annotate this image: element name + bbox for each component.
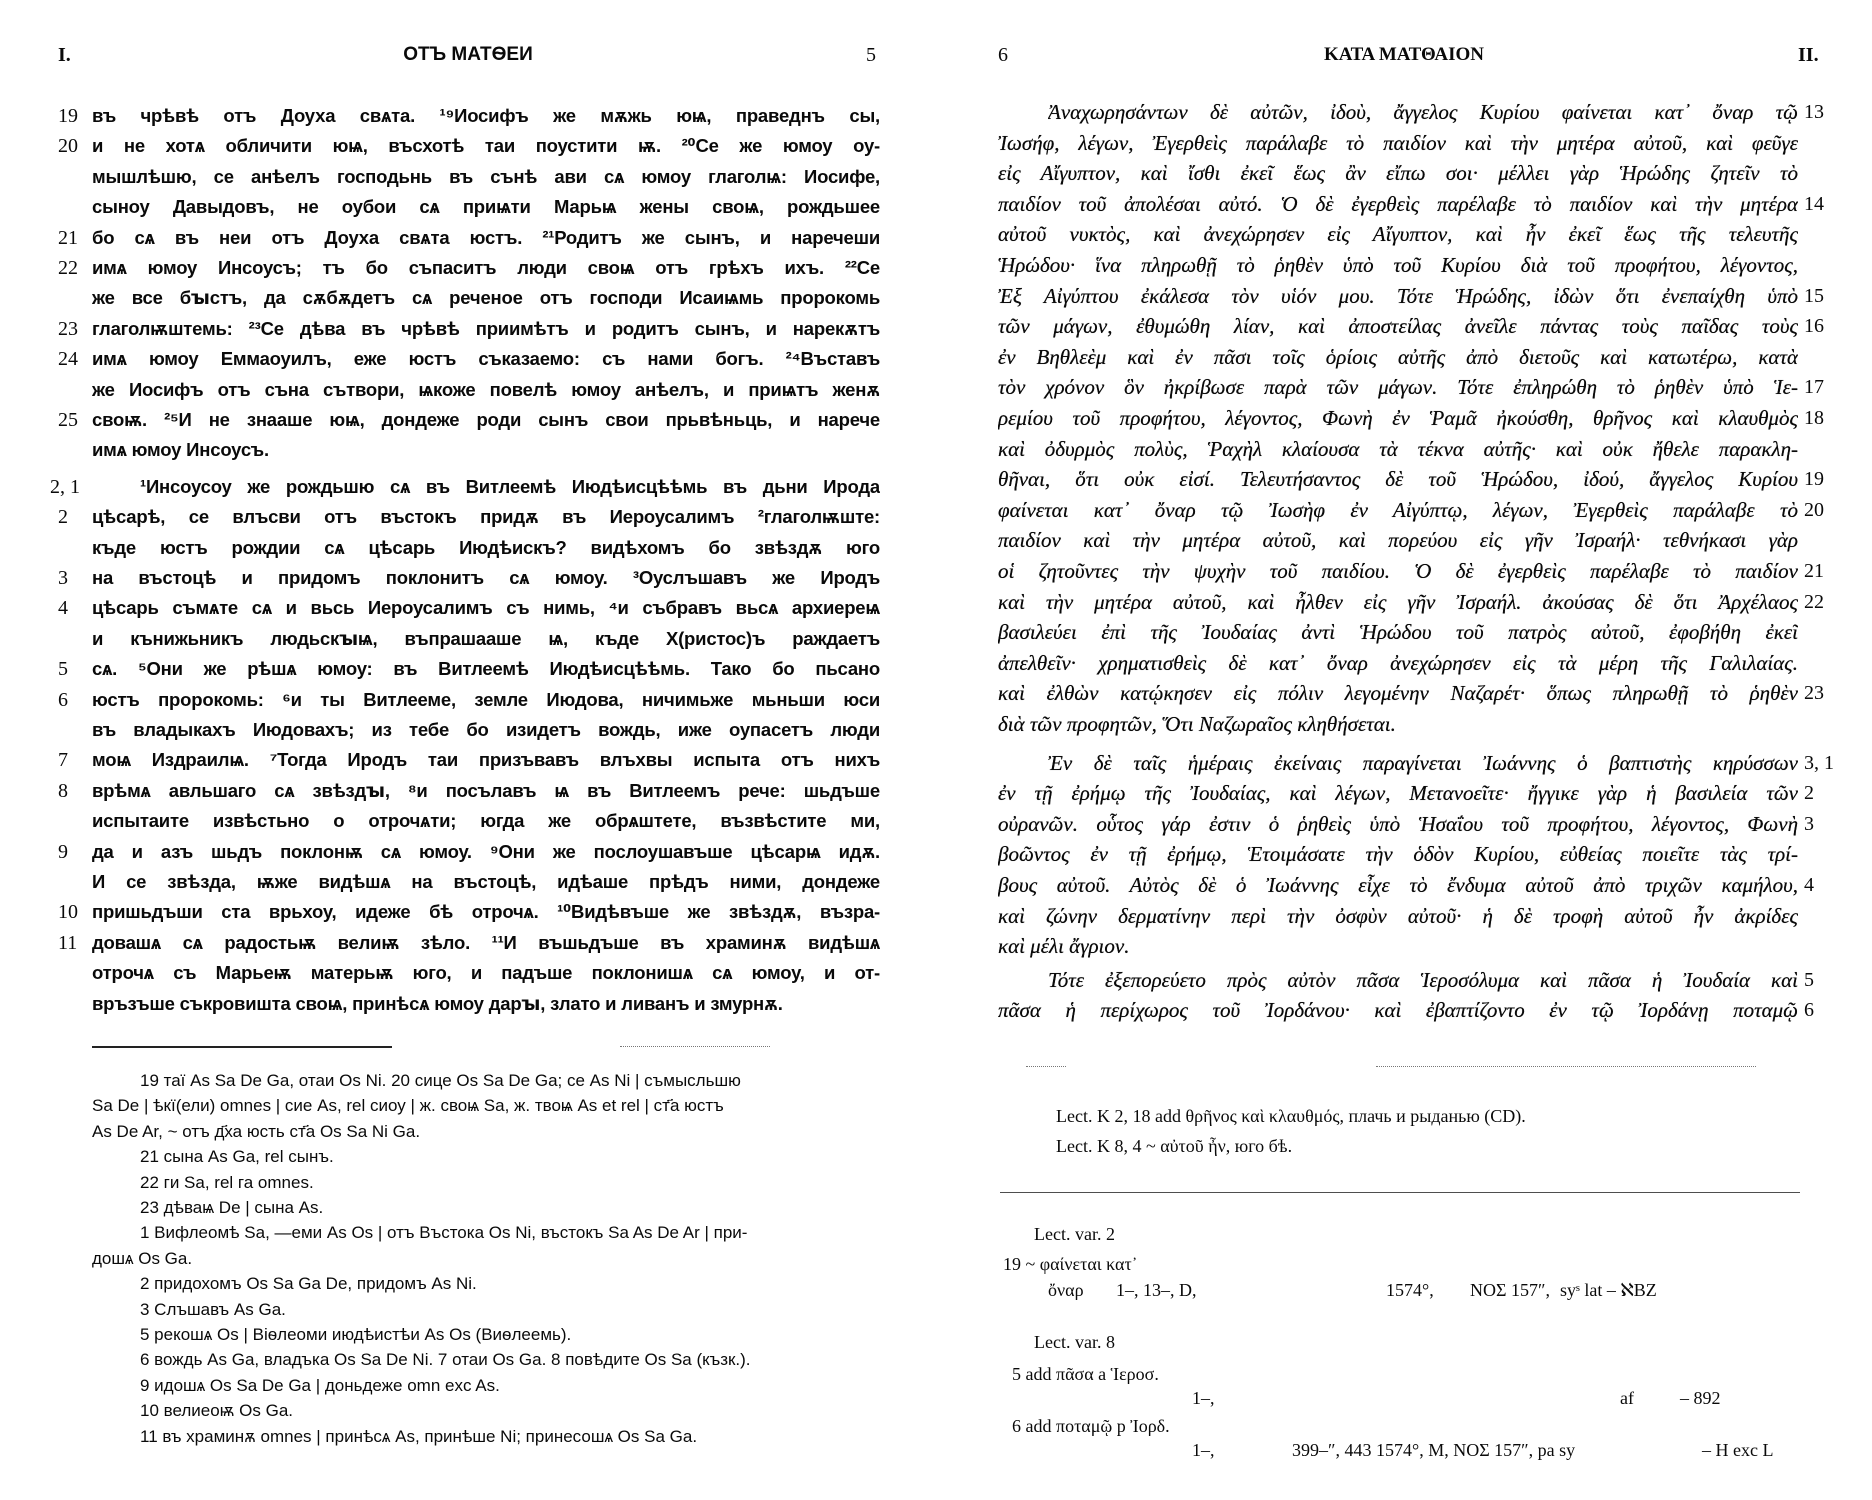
variant-witnesses: 1574°,: [1386, 1280, 1434, 1300]
footnote-line: 11 въ храминѫ omnes | принѣсѧ As, принѣше Ni; принесошѧ Os Sa Ga.: [140, 1426, 698, 1446]
apparatus-rule: [1000, 1192, 1800, 1193]
variant-witnesses: – 892: [1680, 1388, 1721, 1408]
variant-witnesses: af: [1620, 1388, 1634, 1408]
text-line: къде юстъ рождии сѧ цѣсарь Июдѣискъ? видѣхомъ бо звѣздѫ юго: [92, 536, 880, 558]
text-line: цѣсарь съмѧте сѧ и вьсь Иероусалимъ съ нимь, ⁴и събравъ вьсѧ архиереѩ: [92, 597, 880, 619]
variant-witnesses: 399–″, 443 1574°, M, ΝΟΣ 157″, pa sy: [1292, 1440, 1576, 1460]
variant-witnesses: 1–, 13–, D,: [1116, 1280, 1197, 1300]
text-line: връзъше съкровишта своѩ, принѣсѧ юмоу дарꙑ, злато и ливанъ и змурнѫ.: [92, 992, 783, 1014]
text-line: Τότε ἐξεπορεύετο πρὸς αὐτὸν πᾶσα Ἱεροσόλυμα καὶ πᾶσα ἡ Ἰουδαία καὶ: [1048, 967, 1798, 992]
text-line: да и азъ шьдъ поклонѭ сѧ юмоу. ⁹Они же послоушавъше цѣсарѩ идѫ.: [92, 840, 880, 862]
text-line: бо сѧ въ неи отъ Доуха свѧта юстъ. ²¹Родитъ же сынъ, и наречеши: [92, 226, 880, 248]
verse-number: 18: [1804, 407, 1824, 429]
verse-number: 20: [1804, 498, 1824, 521]
text-line: и не хотѧ обличити юѩ, въсхотѣ таи поустити ѭ. ²⁰Се же юмоу оу-: [92, 135, 880, 157]
rule-dots: [1026, 1066, 1066, 1068]
text-line: глаголѭштемь: ²³Се дѣва въ чрѣвѣ приимѣтъ и родитъ сынъ, и нарекѫтъ: [92, 317, 880, 339]
text-line: отрочѧ съ Марьеѭ матерьѭ юго, и падъше поклонишѧ сѧ юмоу, и от-: [92, 962, 880, 984]
footnote-rule: [92, 1046, 392, 1048]
verse-number: 23: [1804, 682, 1824, 705]
text-line: Ἐν δὲ ταῖς ἡμέραις ἐκείναις παραγίνεται Ἰωάννης ὁ βαπτιστὴς κηρύσσων: [1048, 750, 1798, 775]
page-number: 5: [866, 44, 876, 66]
variant-lemma: ὄναρ: [1048, 1280, 1084, 1300]
text-line: παιδίον καὶ τὴν μητέρα αὐτοῦ, καὶ πορεύου εἰς γῆν Ἰσραήλ· τεθνήκασι γὰρ: [998, 528, 1798, 553]
footnote-rule-dots: [620, 1046, 770, 1048]
variant-lemma: 6 add ποταμῷ p Ἰορδ.: [1012, 1416, 1170, 1436]
text-line: имѧ юмоу Инсоусъ; тъ бо съпаситъ люди своѩ отъ грѣхъ ихъ. ²²Се: [92, 257, 880, 278]
text-line: И се звѣзда, ѭже видѣшѧ на въстоцѣ, идѣаше прѣдъ ними, дондеже: [92, 871, 880, 892]
text-line: θῆναι, ὅτι οὐκ εἰσί. Τελευτήσαντος δὲ τοῦ Ἡρώδου, ἰδού, ἄγγελος Κυρίου: [998, 467, 1798, 492]
chapter-number: II.: [1798, 44, 1819, 66]
variant-lemma: 5 add πᾶσα a Ἱεροσ.: [1012, 1364, 1159, 1384]
page-number: 6: [998, 44, 1008, 66]
text-line: καὶ ζώνην δερματίνην περὶ τὴν ὀσφὺν αὐτοῦ· ἡ δὲ τροφὴ αὐτοῦ ἦν ἀκρίδες: [998, 903, 1798, 928]
text-line: юстъ пророкомь: ⁶и ты Витлееме, земле Июдова, ничимьже мьньши юси: [92, 688, 880, 710]
footnote-line: 19 таї As Sa De Ga, отаи Os Ni. 20 сице Os Sa De Ga; се As Ni | съмысльшю: [140, 1071, 741, 1090]
variant-heading: Lect. var. 2: [1034, 1224, 1115, 1244]
verse-number: 3: [1804, 812, 1814, 835]
verse-number: 5: [1804, 968, 1814, 991]
verse-number: 6: [58, 688, 68, 711]
text-line: и кънижьникъ людьскꙑѩ, въпрашааше ѩ, къде Х(ристос)ъ раждаетъ: [92, 627, 880, 649]
text-line: βοῶντος ἐν τῇ ἐρήμῳ, Ἑτοιμάσατε τὴν ὁδὸν Κυρίου, εὐθείας ποιεῖτε τὰς τρί-: [998, 842, 1798, 867]
text-line: мышлѣшю, се анѣелъ господьнь въ сънѣ ави сѧ юмоу глаголѩ: Иосифе,: [92, 165, 880, 187]
text-line: же все бꙑстъ, да сѫбѫдетъ сѧ реченое отъ господи Исаиѩмь пророкомь: [92, 287, 880, 309]
text-line: βασιλεύει ἐπὶ τῆς Ἰουδαίας ἀντὶ Ἡρώδου τοῦ πατρὸς αὐτοῦ, ἐφοβήθη ἐκεῖ: [998, 620, 1798, 645]
text-line: ἀπελθεῖν· χρηματισθεὶς δὲ κατ᾽ ὄναρ ἀνεχώρησεν εἰς τὰ μέρη τῆς Γαλιλαίας.: [998, 650, 1798, 675]
text-line: моѩ Издраилѩ. ⁷Тогда Иродъ таи призъвавъ влъхвы испыта отъ нихъ: [92, 749, 880, 771]
text-line: Ἀναχωρησάντων δὲ αὐτῶν, ἰδοὺ, ἄγγελος Κυρίου φαίνεται κατ᾽ ὄναρ τῷ: [1048, 100, 1798, 124]
footnote-line: 1 Вифлеомѣ Sa, —еми As Os | отъ Въстока Os Ni, въстокъ Sa As De Ar | при-: [140, 1223, 748, 1243]
footnote-line: 6 вождь As Ga, владъка Os Sa De Ni. 7 отаи Os Ga. 8 повѣдите Os Sa (къзк.).: [140, 1350, 751, 1370]
text-line: πᾶσα ἡ περίχωρος τοῦ Ἰορδάνου· καὶ ἐβαπτίζοντο ἐν τῷ Ἰορδάνῃ ποταμῷ: [998, 998, 1798, 1023]
verse-number: 19: [58, 105, 78, 127]
text-line: εἰς Αἴγυπτον, καὶ ἴσθι ἐκεῖ ἕως ἂν εἴπω σοι· μέλλει γὰρ Ἡρώδης ζητεῖν τὸ: [998, 161, 1798, 186]
text-line: τὸν χρόνον ὃν ἠκρίβωσε παρὰ τῶν μάγων. Τότε ἐπληρώθη τὸ ῥηθὲν ὑπὸ Ἱε-: [998, 375, 1798, 400]
text-line: Ἡρώδου· ἵνα πληρωθῇ τὸ ῥηθὲν ὑπὸ τοῦ Κυρίου διὰ τοῦ προφήτου, λέγοντος,: [998, 253, 1798, 277]
text-line: τῶν μάγων, ἐθυμώθη λίαν, καὶ ἀποστείλας ἀνεῖλε πάντας τοὺς παῖδας τοὺς: [998, 314, 1798, 339]
text-line: въ владыкахъ Июдовахъ; из тебе бо изидетъ вождь, иже оупасетъ люди: [92, 719, 880, 740]
text-line: οἱ ζητοῦντες τὴν ψυχὴν τοῦ παιδίου. Ὁ δὲ ἐγερθεὶς παρέλαβε τὸ παιδίον: [998, 559, 1798, 583]
text-line: φαίνεται κατ᾽ ὄναρ τῷ Ἰωσὴφ ἐν Αἰγύπτῳ, λέγων, Ἐγερθεὶς παράλαβε τὸ: [998, 497, 1798, 522]
running-title: ΚΑΤΑ ΜΑΤΘΑΙΟΝ: [1323, 44, 1485, 65]
verse-number: 23: [58, 317, 78, 340]
verse-number: 21: [1804, 560, 1824, 582]
text-line: οὐρανῶν. οὗτος γάρ ἐστιν ὁ ῥηθεὶς ὑπὸ Ἡσαΐου τοῦ προφήτου, λέγοντος, Φωνὴ: [998, 811, 1798, 836]
text-line: цѣсарѣ, се влъсви отъ въстокъ придѫ въ Иероусалимъ ²глаголѭште:: [92, 506, 880, 528]
verse-number: 25: [58, 409, 78, 431]
text-line: испытаите извѣстьно о отрочѧти; югда же обрѧштете, възвѣстите ми,: [92, 810, 880, 832]
text-line: παιδίον τοῦ ἀπολέσαι αὐτό. Ὁ δὲ ἐγερθεὶς παρέλαβε τὸ παιδίον καὶ τὴν μητέρα: [998, 191, 1798, 216]
verse-number: 10: [58, 901, 78, 924]
verse-number: 9: [58, 840, 68, 863]
footnote-line: дошѧ Os Ga.: [92, 1248, 193, 1268]
verse-number: 3, 1: [1804, 751, 1834, 774]
variant-witnesses: ΝΟΣ 157″,: [1470, 1280, 1550, 1300]
footnote-line: 10 велиеоѭ Os Ga.: [140, 1401, 293, 1421]
footnote-line: 2 придохомъ Os Sa Ga De, придомъ As Ni.: [140, 1274, 477, 1294]
footnote-line: 23 дѣваѩ De | сына As.: [140, 1198, 324, 1217]
verse-number: 2: [58, 506, 68, 529]
text-line: имѧ юмоу Инсоусъ.: [92, 439, 269, 461]
text-line: καὶ τὴν μητέρα αὐτοῦ, καὶ ἦλθεν εἰς γῆν Ἰσραήλ. ἀκούσας δὲ ὅτι Ἀρχέλαος: [998, 589, 1798, 614]
variant-witnesses: 1–,: [1192, 1388, 1215, 1408]
text-line: αὐτοῦ νυκτὸς, καὶ ἀνεχώρησεν εἰς Αἴγυπτον, καὶ ἦν ἐκεῖ ἕως τῆς τελευτῆς: [998, 222, 1798, 247]
text-line: ¹Инсоусоу же рождьшю сѧ въ Витлеемѣ Июдѣисцѣѣмь въ дьни Ирода: [140, 475, 880, 497]
verse-number: 19: [1804, 468, 1824, 491]
text-line: Ἰωσήφ, λέγων, Ἐγερθεὶς παράλαβε τὸ παιδίον καὶ τὴν μητέρα αὐτοῦ, καὶ φεῦγε: [998, 130, 1798, 155]
verse-number: 15: [1804, 284, 1824, 307]
text-line: довашѧ сѧ радостьѭ велиѭ зѣло. ¹¹И въшьдъше въ храминѫ видѣшѧ: [92, 931, 880, 953]
variant-witnesses: syˢ lat – ℵBZ: [1560, 1280, 1657, 1300]
text-line: διὰ τῶν προφητῶν, Ὅτι Ναζωραῖος κληθήσεται.: [998, 712, 1396, 736]
text-line: на въстоцѣ и придомъ поклонитъ сѧ юмоу. ³Оуслъшавъ же Иродъ: [92, 567, 880, 588]
text-line: врѣмѧ авльшаго сѧ звѣздꙑ, ⁸и посълавъ ѩ въ Витлеемъ рече: шьдъше: [92, 779, 880, 801]
running-title: ОТЪ МАТѲЕИ: [403, 44, 533, 65]
verse-number: 24: [58, 348, 78, 371]
verse-number: 4: [1804, 874, 1814, 896]
text-line: сѧ. ⁵Они же рѣшѧ юмоу: въ Витлеемѣ Июдѣисцѣѣмь. Тако бо пьсано: [92, 658, 880, 680]
verse-number: 7: [58, 749, 68, 772]
verse-number: 16: [1804, 315, 1824, 338]
variant-heading: Lect. var. 8: [1034, 1332, 1115, 1352]
lectionary-note: Lect. K 8, 4 ~ αὐτοῦ ἦν, юго бѣ.: [1056, 1136, 1293, 1156]
text-line: имѧ юмоу Еммаоуилъ, еже юстъ съказаемо: съ нами богъ. ²⁴Въставъ: [92, 348, 880, 370]
text-line: пришьдъши ста врьхоу, идеже бѣ отрочѧ. ¹⁰Видѣвъше же звѣздѫ, възра-: [92, 901, 880, 923]
footnote-line: As De Ar, ~ отъ д҃ха юсть ст҃а Os Sa Ni Ga.: [92, 1121, 421, 1141]
verse-number: 20: [58, 135, 78, 158]
verse-number: 2, 1: [50, 475, 80, 498]
right-page: [936, 0, 1872, 1500]
verse-number: 22: [58, 257, 78, 279]
variant-witnesses: – H exc L: [1702, 1440, 1774, 1460]
verse-number: 22: [1804, 590, 1824, 613]
text-line: же Иосифъ отъ съна сътвори, ѩкоже повелѣ юмоу анѣелъ, и приѩтъ женѫ: [92, 378, 880, 400]
text-line: своѭ. ²⁵И не знааше юѩ, дондеже роди сынъ свои прьвѣньць, и нарече: [92, 409, 880, 430]
verse-number: 21: [58, 226, 78, 249]
text-line: βους αὐτοῦ. Αὐτὸς δὲ ὁ Ἰωάννης εἶχε τὸ ἔνδυμα αὐτοῦ ἀπὸ τριχῶν καμήλου,: [998, 873, 1798, 897]
text-line: ἐν τῇ ἐρήμῳ τῆς Ἰουδαίας, καὶ λέγων, Μετανοεῖτε· ἤγγικε γὰρ ἡ βασιλεία τῶν: [998, 781, 1798, 806]
verse-number: 3: [58, 567, 68, 589]
verse-number: 14: [1804, 192, 1824, 215]
text-line: въ чрѣвѣ отъ Доуха свѧта. ¹⁹Иосифъ же мѫжь юѩ, праведнъ сы,: [92, 105, 880, 126]
chapter-number: I.: [58, 44, 71, 66]
verse-number: 2: [1804, 782, 1814, 805]
verse-number: 17: [1804, 376, 1824, 399]
footnote-line: 3 Слъшавъ As Ga.: [140, 1299, 286, 1319]
text-line: καὶ ἐλθὼν κατῴκησεν εἰς πόλιν λεγομένην Ναζαρέτ· ὅπως πληρωθῇ τὸ ῥηθὲν: [998, 681, 1798, 706]
footnote-line: 5 рекошѧ Os | Віѳлеоми июдѣистѣи As Os (Виѳлеемь).: [140, 1325, 572, 1344]
verse-number: 6: [1804, 999, 1814, 1022]
verse-number: 4: [58, 597, 68, 620]
text-line: сыноу Давыдовъ, не оубои сѧ приѩти Марьѩ жены своѩ, рождьшее: [92, 196, 880, 218]
footnote-line: 21 сына As Ga, rel сынъ.: [140, 1147, 334, 1167]
verse-number: 5: [58, 658, 68, 681]
footnote-line: 22 ги Sa, rel га omnes.: [140, 1172, 314, 1192]
variant-witnesses: 1–,: [1192, 1440, 1215, 1460]
text-line: ἐν Βηθλεὲμ καὶ ἐν πᾶσι τοῖς ὁρίοις αὐτῆς ἀπὸ διετοῦς καὶ κατωτέρω, κατὰ: [998, 344, 1798, 369]
variant-lemma: 19 ~ φαίνεται κατ᾽: [1003, 1254, 1138, 1274]
text-line: καὶ ὀδυρμὸς πολὺς, Ῥαχὴλ κλαίουσα τὰ τέκνα αὐτῆς· καὶ οὐκ ἤθελε παρακλη-: [998, 436, 1798, 461]
rule-dots: [1376, 1066, 1756, 1068]
lectionary-note: Lect. K 2, 18 add θρῆνος καὶ κλαυθμός, плачь и рыданью (CD).: [1056, 1106, 1526, 1126]
verse-number: 13: [1804, 101, 1824, 123]
text-line: καὶ μέλι ἄγριον.: [998, 934, 1130, 959]
verse-number: 8: [58, 779, 68, 802]
text-line: ρεμίου τοῦ προφήτου, λέγοντος, Φωνὴ ἐν Ῥαμᾶ ἠκούσθη, θρῆνος καὶ κλαυθμὸς: [998, 406, 1798, 430]
footnote-line: 9 идошѧ Os Sa De Ga | доньдеже omn exc As.: [140, 1375, 500, 1395]
text-line: Ἐξ Αἰγύπτου ἐκάλεσα τὸν υἱόν μου. Τότε Ἡρώδης, ἰδὼν ὅτι ἐνεπαίχθη ὑπὸ: [998, 283, 1798, 308]
verse-number: 11: [58, 931, 78, 954]
footnote-line: Sa De | ѣкї(ели) omnes | сие As, rel сиоу | ж. своѩ Sa, ж. твоѩ As et rel | ст҃а юстъ: [92, 1096, 724, 1116]
